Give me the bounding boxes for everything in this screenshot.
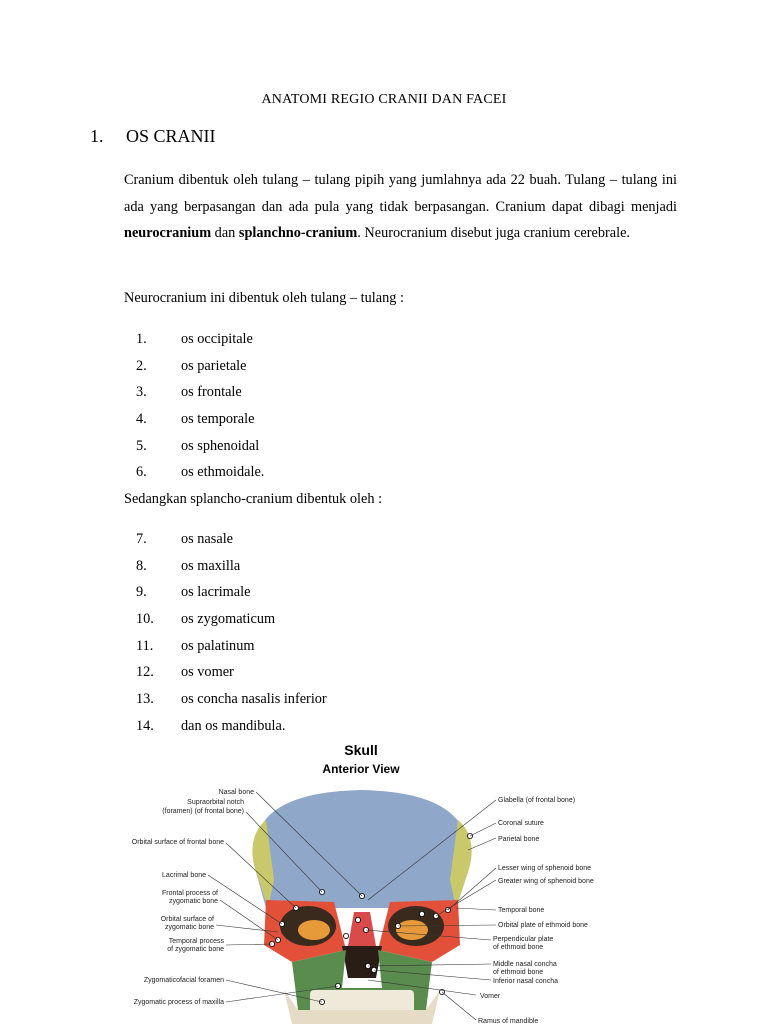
section-number: 1. [90,126,104,146]
list-text: os nasale [181,531,234,547]
label-orbital-plate-ethmoid: Orbital plate of ethmoid bone [498,922,588,929]
list-item [136,579,327,606]
list-item [136,553,327,580]
splanchnocranium-list [136,526,327,740]
labels-left [132,789,254,1006]
list-number: 11. [136,637,154,654]
list-item [136,433,264,460]
pointer-dot [355,917,360,922]
label-perpendicular-plate-2: of ethmoid bone [493,944,544,951]
list-text: os occipitale [181,331,253,347]
list-number: 13. [136,691,154,708]
neurocranium-list [136,326,264,486]
sphenoid-wing-right [396,920,428,940]
list-item [136,686,327,713]
label-frontal-process-zygomatic: Frontal process of [161,890,218,897]
figure-title: Skull [344,742,378,758]
pointer-dot [343,933,348,938]
list-item [136,606,327,633]
list-text: os ethmoidale. [181,464,265,481]
list-item [136,713,327,740]
label-supraorbital-notch: Supraorbital notch [187,799,244,806]
label-orbital-surface-frontal: Orbital surface of frontal bone [131,839,224,846]
list-number: 2. [136,357,147,374]
label-coronal-suture: Coronal suture [498,820,544,827]
list-item [136,326,264,353]
list-number: 1. [136,331,147,347]
label-perpendicular-plate: Perpendicular plate [493,936,554,943]
label-glabella: Glabella (of frontal bone) [498,797,576,804]
pointer-dot [419,911,424,916]
paragraph-splanchnocranium: Sedangkan splancho-cranium dibentuk oleh : [124,491,383,507]
skull-figure [96,740,656,1024]
list-text: os concha nasalis inferior [181,691,327,708]
list-number: 7. [136,531,147,547]
list-number: 8. [136,557,147,574]
term-neurocranium: neurocranium [124,225,212,242]
label-middle-nasal-concha: Middle nasal concha [493,961,557,968]
label-temporal-process-zygomatic: Temporal process [168,938,224,945]
list-number: 14. [136,717,154,734]
labels-right [478,797,594,1024]
list-number: 9. [136,584,147,601]
list-text: os vomer [181,664,234,681]
label-greater-wing-sphenoid: Greater wing of sphenoid bone [498,878,594,885]
list-item [136,526,327,553]
label-lacrimal-bone: Lacrimal bone [162,872,206,879]
paragraph-neurocranium: Neurocranium ini dibentuk oleh tulang – tulang : [124,290,404,306]
label-nasal-bone: Nasal bone [218,789,254,796]
list-text: os sphenoidal [181,437,260,454]
label-vomer: Vomer [480,993,501,1000]
list-item [136,659,327,686]
list-item [136,353,264,380]
paragraph-text: . Neurocranium disebut juga cranium cerebrale. [357,225,630,242]
list-number: 4. [136,411,147,428]
list-text: os zygomaticum [181,611,276,628]
label-orbital-surface-zygomatic: Orbital surface of [160,916,214,923]
label-ramus-mandible: Ramus of mandible [478,1018,539,1024]
term-splanchnocranium: splanchno-cranium [238,225,358,242]
list-item [136,633,327,660]
list-text: os temporale [181,411,255,428]
paragraph-text: dan [211,225,239,242]
label-inferior-nasal-concha: Inferior nasal concha [493,978,558,985]
label-supraorbital-notch-2: (foramen) (of frontal bone) [162,808,244,815]
label-zygomatic-process-maxilla: Zygomatic process of maxilla [133,999,224,1006]
list-number: 3. [136,384,147,401]
section-heading [90,126,216,147]
section-title: OS CRANII [126,126,216,146]
list-item [136,379,264,406]
label-temporal-bone: Temporal bone [498,907,545,914]
list-text: dan os mandibula. [181,717,286,734]
list-item [136,406,264,433]
list-text: os parietale [181,357,247,374]
paragraph-text: Cranium dibentuk oleh tulang – tulang pipih yang jumlahnya ada 22 buah. Tulang – tulang ini ada yang berpasangan dan ada pula yang tidak berpasangan. Cranium dapat dibagi menjadi [124,172,677,215]
sphenoid-wing-left [298,920,330,940]
label-orbital-surface-zygomatic-2: zygomatic bone [164,924,214,931]
document-title: ANATOMI REGIO CRANII DAN FACEI [261,92,507,107]
skull-illustration [96,740,656,1024]
list-number: 6. [136,464,147,481]
list-number: 10. [136,611,154,628]
list-number: 12. [136,664,154,681]
list-text: os maxilla [181,557,241,574]
list-text: os palatinum [181,637,255,654]
list-text: os frontale [181,384,242,401]
label-lesser-wing-sphenoid: Lesser wing of sphenoid bone [498,865,592,872]
label-parietal-bone: Parietal bone [498,836,540,843]
label-middle-nasal-concha-2: of ethmoid bone [493,969,544,976]
list-item [136,459,264,486]
nasal-cavity [342,946,382,978]
paragraph-intro [124,167,677,247]
figure-subtitle: Anterior View [322,762,400,776]
list-number: 5. [136,437,147,454]
label-zygomaticofacial-foramen: Zygomaticofacial foramen [143,977,224,984]
frontal-bone [254,790,469,908]
label-temporal-process-zygomatic-2: of zygomatic bone [167,946,224,953]
label-frontal-process-zygomatic-2: zygomatic bone [168,898,218,905]
nasal-bone [348,912,376,946]
list-text: os lacrimale [181,584,251,601]
